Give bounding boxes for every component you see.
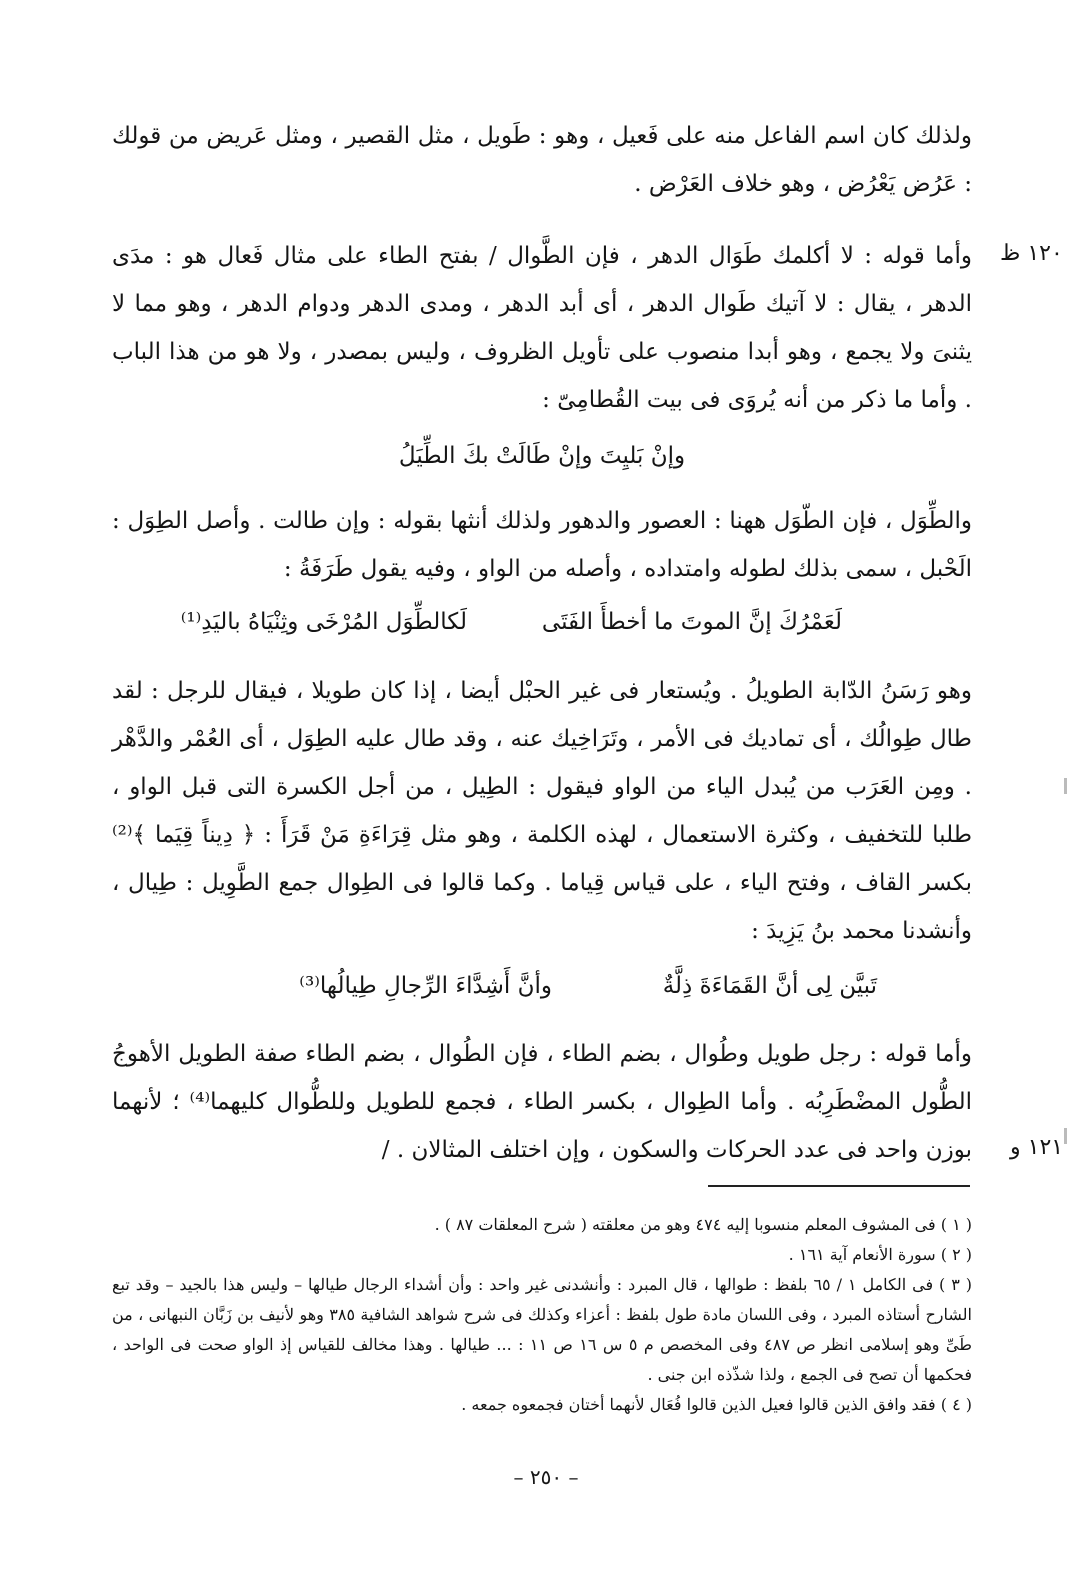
footnote-2: ( ٢ ) سورة الأنعام آية ١٦١ . [788, 1245, 972, 1264]
margin-tick [1064, 778, 1067, 794]
paragraph-4: وهو رَسَنُ الدّابة الطويلُ . ويُستعار فى غير الحبْل أيضا ، إذا كان طويلا ، فيقال للرجل : لقد طال طِوالُك ، أى تماديك فى الأمر ، وتَرَاخِيك عنه ، وقد طال عليه الطِوَل ، أى العُمْر والدَّهْر . ومِن العَرَب من يُبدل الياء من الواو فيقول : الطِيل ، من أجل الكسرة التى قبل الواو ، طلبا للتخفيف ، وكثرة الاستعمال ، لهذه الكلمة ، وهو مثل قِرَاءَةِ مَنْ قَرَأَ : ﴿ دِيناً قِيَما ﴾⁽²⁾ بكسر القاف ، وفتح الياء ، على قياس قِياما . وكما قالوا فى الطِوال جمع الطَّوِيل : طِيال ، وأنشدنا محمد بنُ يَزِيدَ : [112, 678, 972, 944]
paragraph-3: والطِّوَل ، فإن الطّوَل ههنا : العصور والدهور ولذلك أنثها بقوله : وإن طالت . وأصل الطِوَل : الَحْبل ، سمى بذلك لطوله وامتداده ، وأصله من الواو ، وفيه يقول طَرَفَةُ : [112, 508, 972, 582]
footnote-4: ( ٤ ) فقد وافق الذين قالوا فعيل الذين قالوا فُعَال لأنهما أختان فجمعوه جمعه . [461, 1395, 972, 1414]
verse-tiyal-second-hemistich: وأنَّ أَشِدَّاءَ الرِّجالِ طِيالُها⁽³⁾ [299, 973, 552, 999]
verse-qutami: وإنْ بَليِتَ وإنْ طَالَتْ بكَ الطِّيَلُ [398, 443, 686, 469]
margin-tick [1064, 1128, 1067, 1144]
margin-folio-marker-120: ١٢٠ ظ [1000, 241, 1063, 266]
verse-tiyal-first-hemistich: تَبيَّن لِى أنَّ القَمَاءَةَ ذِلَّةٌ [662, 973, 877, 999]
footnote-3: ( ٣ ) فى الكامل ١ / ٦٥ بلفظ : طوالها ، قال المبرد : وأنشدنى غير واحد : وأن أشداء الرجال طيالها – وليس هذا بالجيد – وقد تبع الشارح أستاذه المبرد ، وفى اللسان مادة طول بلفظ : أعزاء وكذلك فى شرح شواهد الشافية ٣٨٥ وهو لأنيف بن زَبَّان النبهانى ، من طَىِّ وهو إسلامى انظر ص ٤٨٧ وفى المخصص م ٥ س ١٦ ص ١١ : ... طيالها . وهذا مخالف للقياس إذ الواو صحت فى الواحد ، فحكمها أن تصح فى الجمع ، ولذا شذّذه ابن جنى . [112, 1275, 973, 1384]
margin-folio-marker-121: ١٢١ و [1010, 1135, 1064, 1160]
footnote-separator [708, 1185, 970, 1187]
paragraph-2: وأما قوله : لا أكلمك طَوَال الدهر ، فإن الطَّوال / بفتح الطاء على مثال فَعال هو : مدَى الدهر ، يقال : لا آتيك طَوال الدهر ، أى أبد الدهر ، ومدى الدهر ودوام الدهر ، وهو مما لا يثنىَ ولا يجمع ، وهو أبدا منصوب على تأويل الظروف ، وليس بمصدر ، ولا هو من هذا الباب . وأما ما ذكر من أنه يُروَى فى بيت القُطامِىّ : [112, 243, 972, 413]
page-number: – ٢٥٠ – [513, 1465, 579, 1489]
verse-tarafa-second-hemistich: لَكالطِّوَل المُرْخَى وثِنْيَاهُ باليَدِ⁽¹⁾ [180, 609, 467, 635]
paragraph-5: وأما قوله : رجل طويل وطُوال ، بضم الطاء ، فإن الطُوال ، بضم الطاء صفة الطويل الأهوجُ الطُّول المضْطَرِبُه . وأما الطِوال ، بكسر الطاء ، فجمع للطويل وللطُّوال كليهما⁽⁴⁾ ؛ لأنهما بوزن واحد فى عدد الحركات والسكون ، وإن اختلف المثالان . / [112, 1041, 973, 1163]
verse-tarafa-first-hemistich: لَعَمْرُكَ إنَّ الموتَ ما أخطأَ الفَتَى [541, 609, 842, 635]
footnote-1: ( ١ ) فى المشوف المعلم منسوبا إليه ٤٧٤ وهو من معلقته ( شرح المعلقات ٨٧ ) . [434, 1215, 972, 1234]
paragraph-1: ولذلك كان اسم الفاعل منه على فَعيل ، وهو : طَويل ، مثل القصير ، ومثل عَريض من قولك : عَرُض يَعْرُض ، وهو خلاف العَرْض . [112, 123, 972, 197]
footnotes [112, 1210, 972, 1420]
